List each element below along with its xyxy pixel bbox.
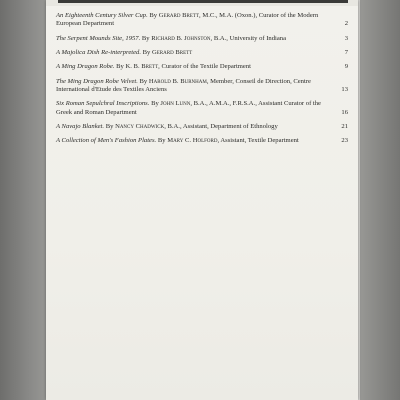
article-title: An Eighteenth Century Silver Cup. bbox=[56, 12, 148, 19]
page-number: 2 bbox=[344, 20, 348, 28]
by-label: By bbox=[151, 100, 159, 108]
author-credentials: , M.C., M.A. (Oxon.), Curator of the Modern European Department bbox=[56, 12, 319, 28]
author-name: Richard B. Johnston bbox=[151, 34, 211, 42]
author-credentials: , Member, Conseil de Direction, Centre International d'Etude des Textiles Anciens bbox=[56, 77, 311, 93]
toc-entry-text bbox=[56, 35, 332, 43]
toc-entry bbox=[56, 35, 348, 43]
author-name: Mary C. Holford bbox=[167, 137, 218, 145]
page-number: 21 bbox=[341, 122, 348, 130]
toc-entry bbox=[56, 12, 348, 28]
author-name: K. B. Brett bbox=[125, 63, 159, 71]
by-label: By bbox=[149, 12, 158, 19]
author-name: Nancy Chadwick bbox=[115, 122, 165, 130]
toc-entry bbox=[56, 78, 348, 94]
article-title: A Majolica Dish Re-interpreted. bbox=[56, 48, 141, 56]
by-label: By bbox=[141, 34, 150, 42]
article-title: Six Roman Sepulchral Inscriptions. bbox=[56, 100, 150, 108]
article-title: A Collection of Men's Fashion Plates. bbox=[56, 137, 157, 145]
author-credentials: , Assistant, Textile Department bbox=[217, 137, 299, 145]
author-credentials: , B.A., A.M.A., F.R.S.A., Assistant Curator of the Greek and Roman Department bbox=[56, 100, 321, 116]
page-number: 23 bbox=[341, 137, 348, 145]
toc-entry-text bbox=[56, 49, 332, 57]
toc-entry-text bbox=[56, 123, 332, 131]
toc-entry bbox=[56, 123, 348, 131]
page-number: 7 bbox=[344, 48, 348, 56]
author-credentials: , B.A., University of Indiana bbox=[210, 34, 286, 42]
table-of-contents bbox=[56, 12, 348, 152]
article-title: A Ming Dragon Robe. bbox=[56, 63, 115, 71]
toc-entry bbox=[56, 100, 348, 116]
article-title: The Ming Dragon Robe Velvet. bbox=[56, 77, 138, 85]
toc-entry bbox=[56, 49, 348, 57]
toc-entry-text bbox=[56, 12, 332, 28]
toc-entry-text bbox=[56, 78, 332, 94]
toc-entry bbox=[56, 63, 348, 71]
page-number: 3 bbox=[344, 34, 348, 42]
header-rule bbox=[58, 0, 348, 3]
printed-page bbox=[46, 0, 358, 400]
toc-entry bbox=[56, 137, 348, 145]
by-label: By bbox=[157, 137, 166, 145]
author-credentials: , B.A., Assistant, Department of Ethnology bbox=[164, 122, 278, 130]
author-name: Gerard Brett bbox=[158, 12, 200, 19]
by-label: By bbox=[116, 63, 124, 71]
toc-entry-text bbox=[56, 137, 332, 145]
author-credentials: , Curator of the Textile Department bbox=[158, 63, 251, 71]
by-label: By bbox=[105, 122, 114, 130]
page-number: 13 bbox=[341, 85, 348, 93]
toc-entry-text bbox=[56, 100, 332, 116]
page-number: 9 bbox=[344, 63, 348, 71]
author-name: John Lunn bbox=[160, 100, 191, 108]
background-left bbox=[0, 0, 50, 400]
article-title: The Serpent Mounds Site, 1957. bbox=[56, 34, 141, 42]
toc-entry-text bbox=[56, 63, 332, 71]
author-name: Harold B. Burnham bbox=[148, 77, 207, 85]
article-title: A Navajo Blanket. bbox=[56, 122, 105, 130]
by-label: By bbox=[142, 48, 151, 56]
by-label: By bbox=[139, 77, 148, 85]
author-name: Gerard Brett bbox=[151, 48, 193, 56]
page-number: 16 bbox=[341, 108, 348, 116]
